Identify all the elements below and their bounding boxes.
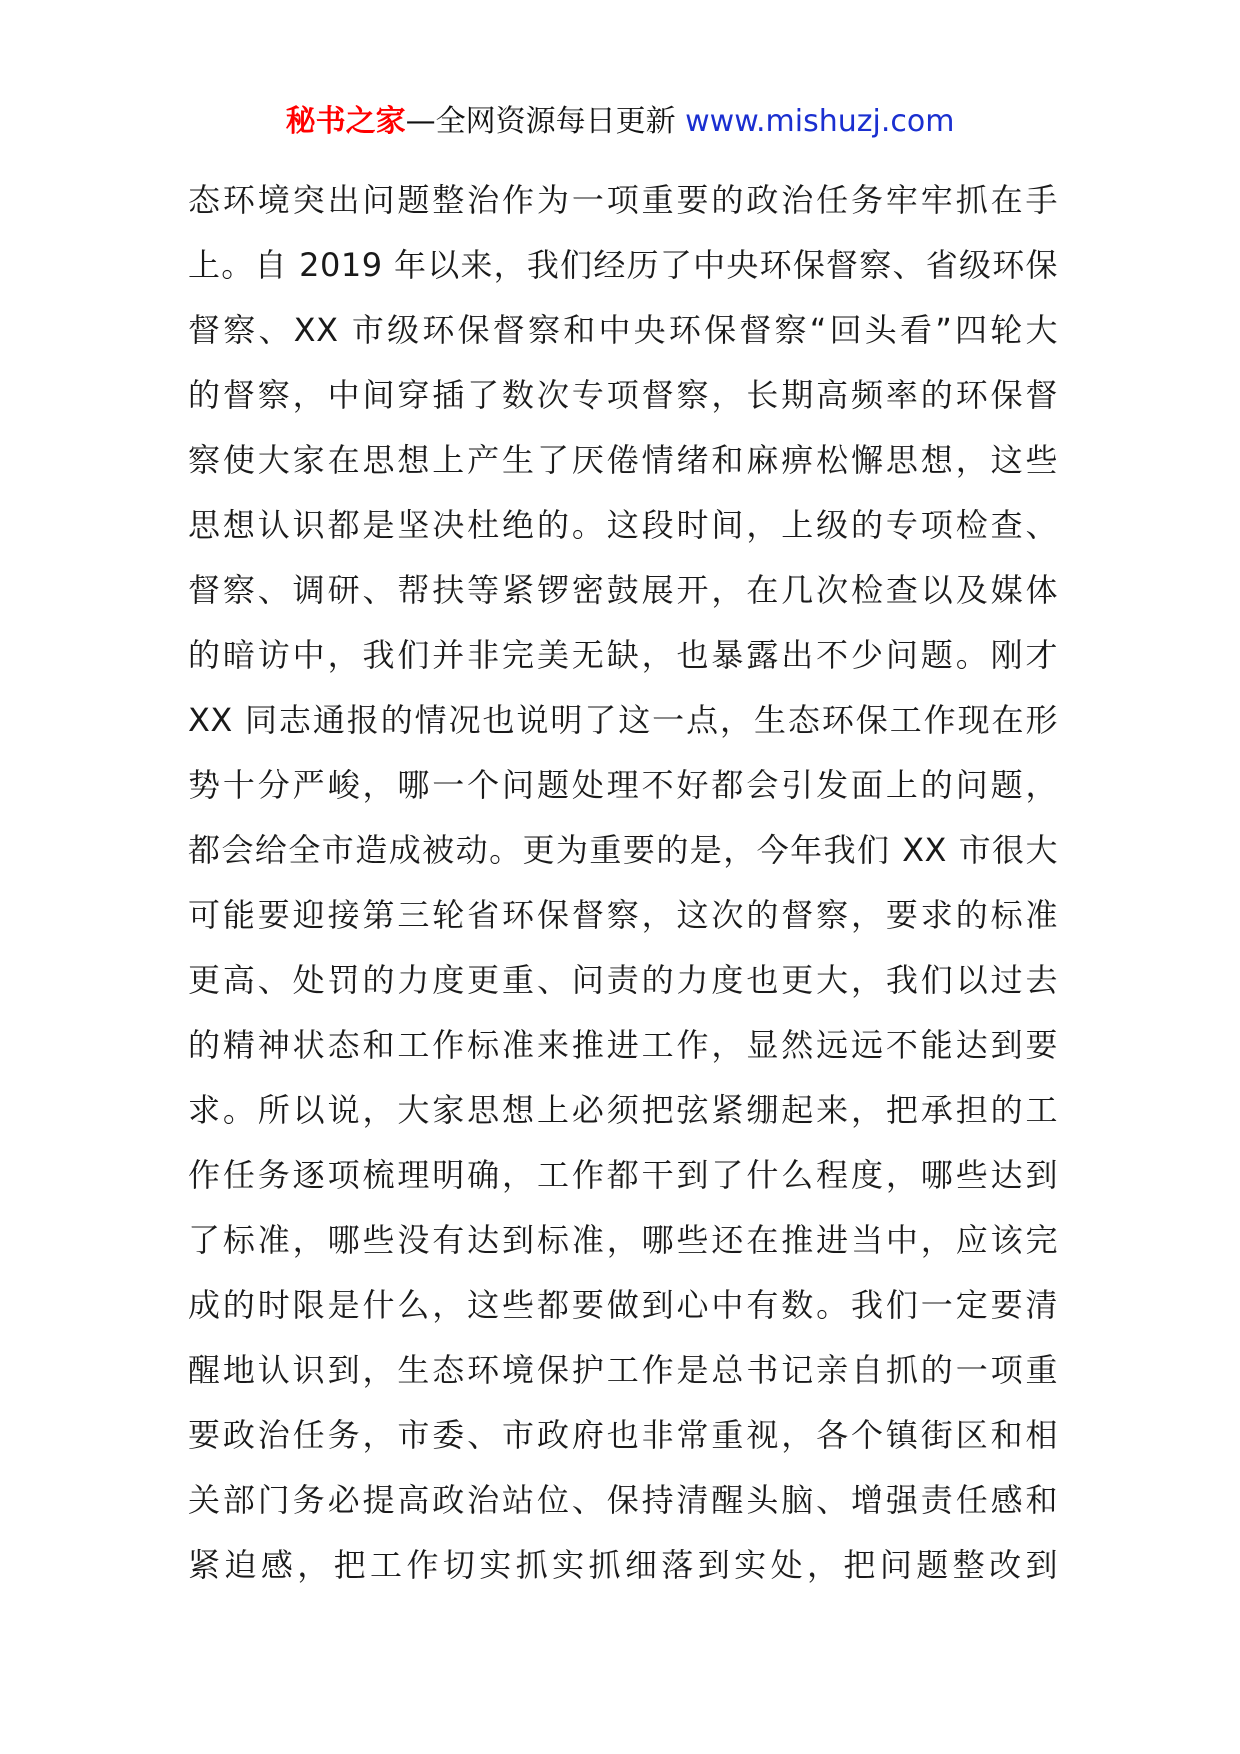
text-line: XX 同志通报的情况也说明了这一点，生态环保工作现在形 [188, 701, 1058, 739]
page-header [0, 100, 1240, 144]
text-line: 察使大家在思想上产生了厌倦情绪和麻痹松懈思想，这些 [188, 441, 1058, 479]
text-line: 作任务逐项梳理明确，工作都干到了什么程度，哪些达到 [188, 1156, 1058, 1194]
text-line: 醒地认识到，生态环境保护工作是总书记亲自抓的一项重 [188, 1351, 1058, 1389]
body-paragraph [188, 168, 1058, 1598]
header-url-link[interactable]: www.mishuzj.com [685, 104, 955, 139]
text-line: 态环境突出问题整治作为一项重要的政治任务牢牢抓在手 [188, 181, 1058, 219]
text-line: 督察、XX 市级环保督察和中央环保督察“回头看”四轮大 [188, 311, 1058, 349]
text-line: 的督察，中间穿插了数次专项督察，长期高频率的环保督 [188, 376, 1058, 414]
text-line: 的暗访中，我们并非完美无缺，也暴露出不少问题。刚才 [188, 636, 1058, 674]
text-line: 紧迫感，把工作切实抓实抓细落到实处，把问题整改到 [188, 1546, 1058, 1584]
text-line: 关部门务必提高政治站位、保持清醒头脑、增强责任感和 [188, 1481, 1058, 1519]
text-line: 更高、处罚的力度更重、问责的力度也更大，我们以过去 [188, 961, 1058, 999]
text-line: 了标准，哪些没有达到标准，哪些还在推进当中，应该完 [188, 1221, 1058, 1259]
text-line: 上。自 2019 年以来，我们经历了中央环保督察、省级环保 [188, 246, 1058, 284]
text-line: 的精神状态和工作标准来推进工作，显然远远不能达到要 [188, 1026, 1058, 1064]
text-line: 要政治任务，市委、市政府也非常重视，各个镇街区和相 [188, 1416, 1058, 1454]
text-line: 势十分严峻，哪一个问题处理不好都会引发面上的问题， [188, 766, 1058, 804]
text-line: 求。所以说，大家思想上必须把弦紧绷起来，把承担的工 [188, 1091, 1058, 1129]
header-brand: 秘书之家 [285, 104, 406, 139]
text-line: 督察、调研、帮扶等紧锣密鼓展开，在几次检查以及媒体 [188, 571, 1058, 609]
text-line: 可能要迎接第三轮省环保督察，这次的督察，要求的标准 [188, 896, 1058, 934]
header-tagline: —全网资源每日更新 [405, 104, 676, 139]
text-line: 思想认识都是坚决杜绝的。这段时间，上级的专项检查、 [188, 506, 1058, 544]
text-line: 都会给全市造成被动。更为重要的是，今年我们 XX 市很大 [188, 831, 1058, 869]
text-line: 成的时限是什么，这些都要做到心中有数。我们一定要清 [188, 1286, 1058, 1324]
